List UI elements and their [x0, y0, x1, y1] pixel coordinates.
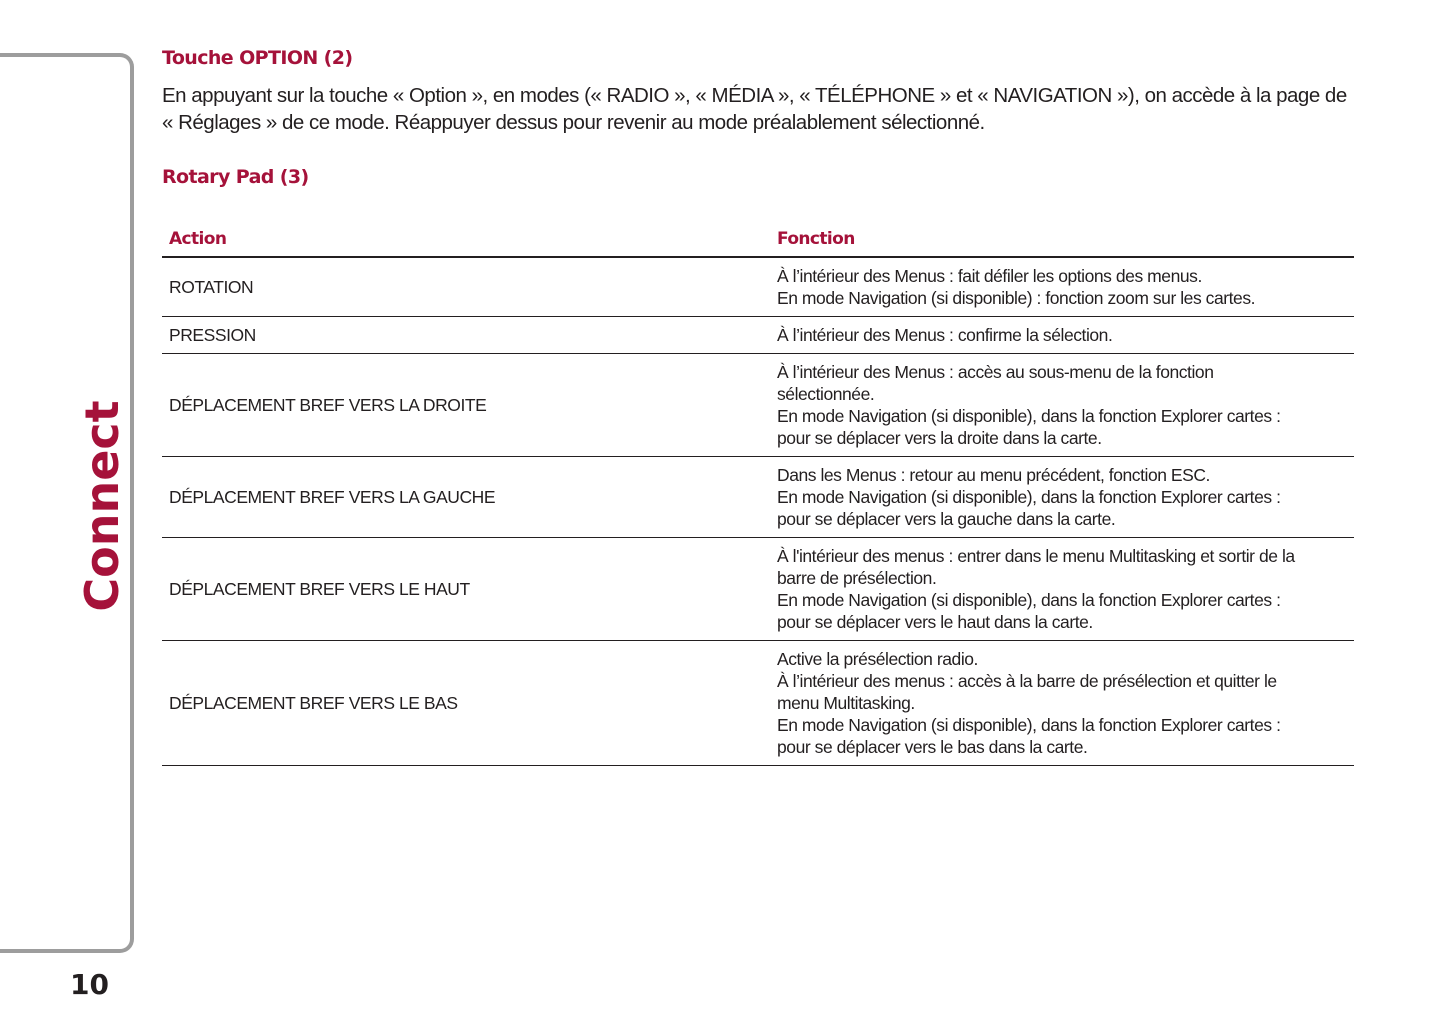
column-header-fonction: Fonction — [770, 226, 1354, 257]
rotary-pad-table — [162, 226, 1354, 766]
page-number: 10 — [70, 968, 109, 1001]
paragraph-line: « Réglages » de ce mode. Réappuyer dessus pour revenir au mode préalablement sélectionné. — [162, 111, 985, 134]
fonction-cell — [770, 257, 1354, 317]
fonction-cell — [770, 317, 1354, 354]
fonction-line: pour se déplacer vers la gauche dans la carte. — [777, 509, 1116, 529]
chapter-label: Connect — [75, 400, 129, 612]
fonction-line: À l’intérieur des menus : accès à la barre de présélection et quitter le — [777, 671, 1277, 691]
fonction-line: À l’intérieur des Menus : confirme la sélection. — [777, 325, 1113, 345]
fonction-cell — [770, 457, 1354, 538]
fonction-line: sélectionnée. — [777, 384, 875, 404]
fonction-cell — [770, 354, 1354, 457]
table-row — [162, 317, 1354, 354]
table-row — [162, 354, 1354, 457]
fonction-line: Active la présélection radio. — [777, 649, 978, 669]
fonction-line: Dans les Menus : retour au menu précédent, fonction ESC. — [777, 465, 1210, 485]
fonction-line: À l’intérieur des Menus : fait défiler les options des menus. — [777, 266, 1202, 286]
table-header-row — [162, 226, 1354, 257]
table-body — [162, 257, 1354, 766]
fonction-cell — [770, 538, 1354, 641]
fonction-line: En mode Navigation (si disponible), dans la fonction Explorer cartes : — [777, 715, 1281, 735]
fonction-line: En mode Navigation (si disponible), dans la fonction Explorer cartes : — [777, 590, 1281, 610]
fonction-line: En mode Navigation (si disponible) : fonction zoom sur les cartes. — [777, 288, 1256, 308]
paragraph-line: En appuyant sur la touche « Option », en modes (« RADIO », « MÉDIA », « TÉLÉPHONE » et « NAVIGATION »), on accède à la page de — [162, 84, 1347, 107]
fonction-cell — [770, 641, 1354, 766]
table-row — [162, 641, 1354, 766]
table-row — [162, 538, 1354, 641]
table-row — [162, 257, 1354, 317]
column-header-action: Action — [162, 226, 770, 257]
action-cell: DÉPLACEMENT BREF VERS LE HAUT — [162, 538, 770, 641]
fonction-line: pour se déplacer vers le haut dans la carte. — [777, 612, 1093, 632]
action-cell: PRESSION — [162, 317, 770, 354]
table-row — [162, 457, 1354, 538]
section-heading-rotary-pad: Rotary Pad (3) — [162, 166, 309, 188]
fonction-line: pour se déplacer vers la droite dans la carte. — [777, 428, 1102, 448]
fonction-line: À l’intérieur des Menus : accès au sous-menu de la fonction — [777, 362, 1214, 382]
fonction-line: menu Multitasking. — [777, 693, 915, 713]
action-cell: ROTATION — [162, 257, 770, 317]
fonction-line: En mode Navigation (si disponible), dans la fonction Explorer cartes : — [777, 487, 1281, 507]
fonction-line: À l'intérieur des menus : entrer dans le menu Multitasking et sortir de la — [777, 546, 1295, 566]
fonction-line: barre de présélection. — [777, 568, 937, 588]
section-heading-option: Touche OPTION (2) — [162, 47, 353, 69]
option-description — [162, 82, 1352, 136]
fonction-line: En mode Navigation (si disponible), dans la fonction Explorer cartes : — [777, 406, 1281, 426]
action-cell: DÉPLACEMENT BREF VERS LA DROITE — [162, 354, 770, 457]
action-cell: DÉPLACEMENT BREF VERS LE BAS — [162, 641, 770, 766]
action-cell: DÉPLACEMENT BREF VERS LA GAUCHE — [162, 457, 770, 538]
fonction-line: pour se déplacer vers le bas dans la carte. — [777, 737, 1088, 757]
